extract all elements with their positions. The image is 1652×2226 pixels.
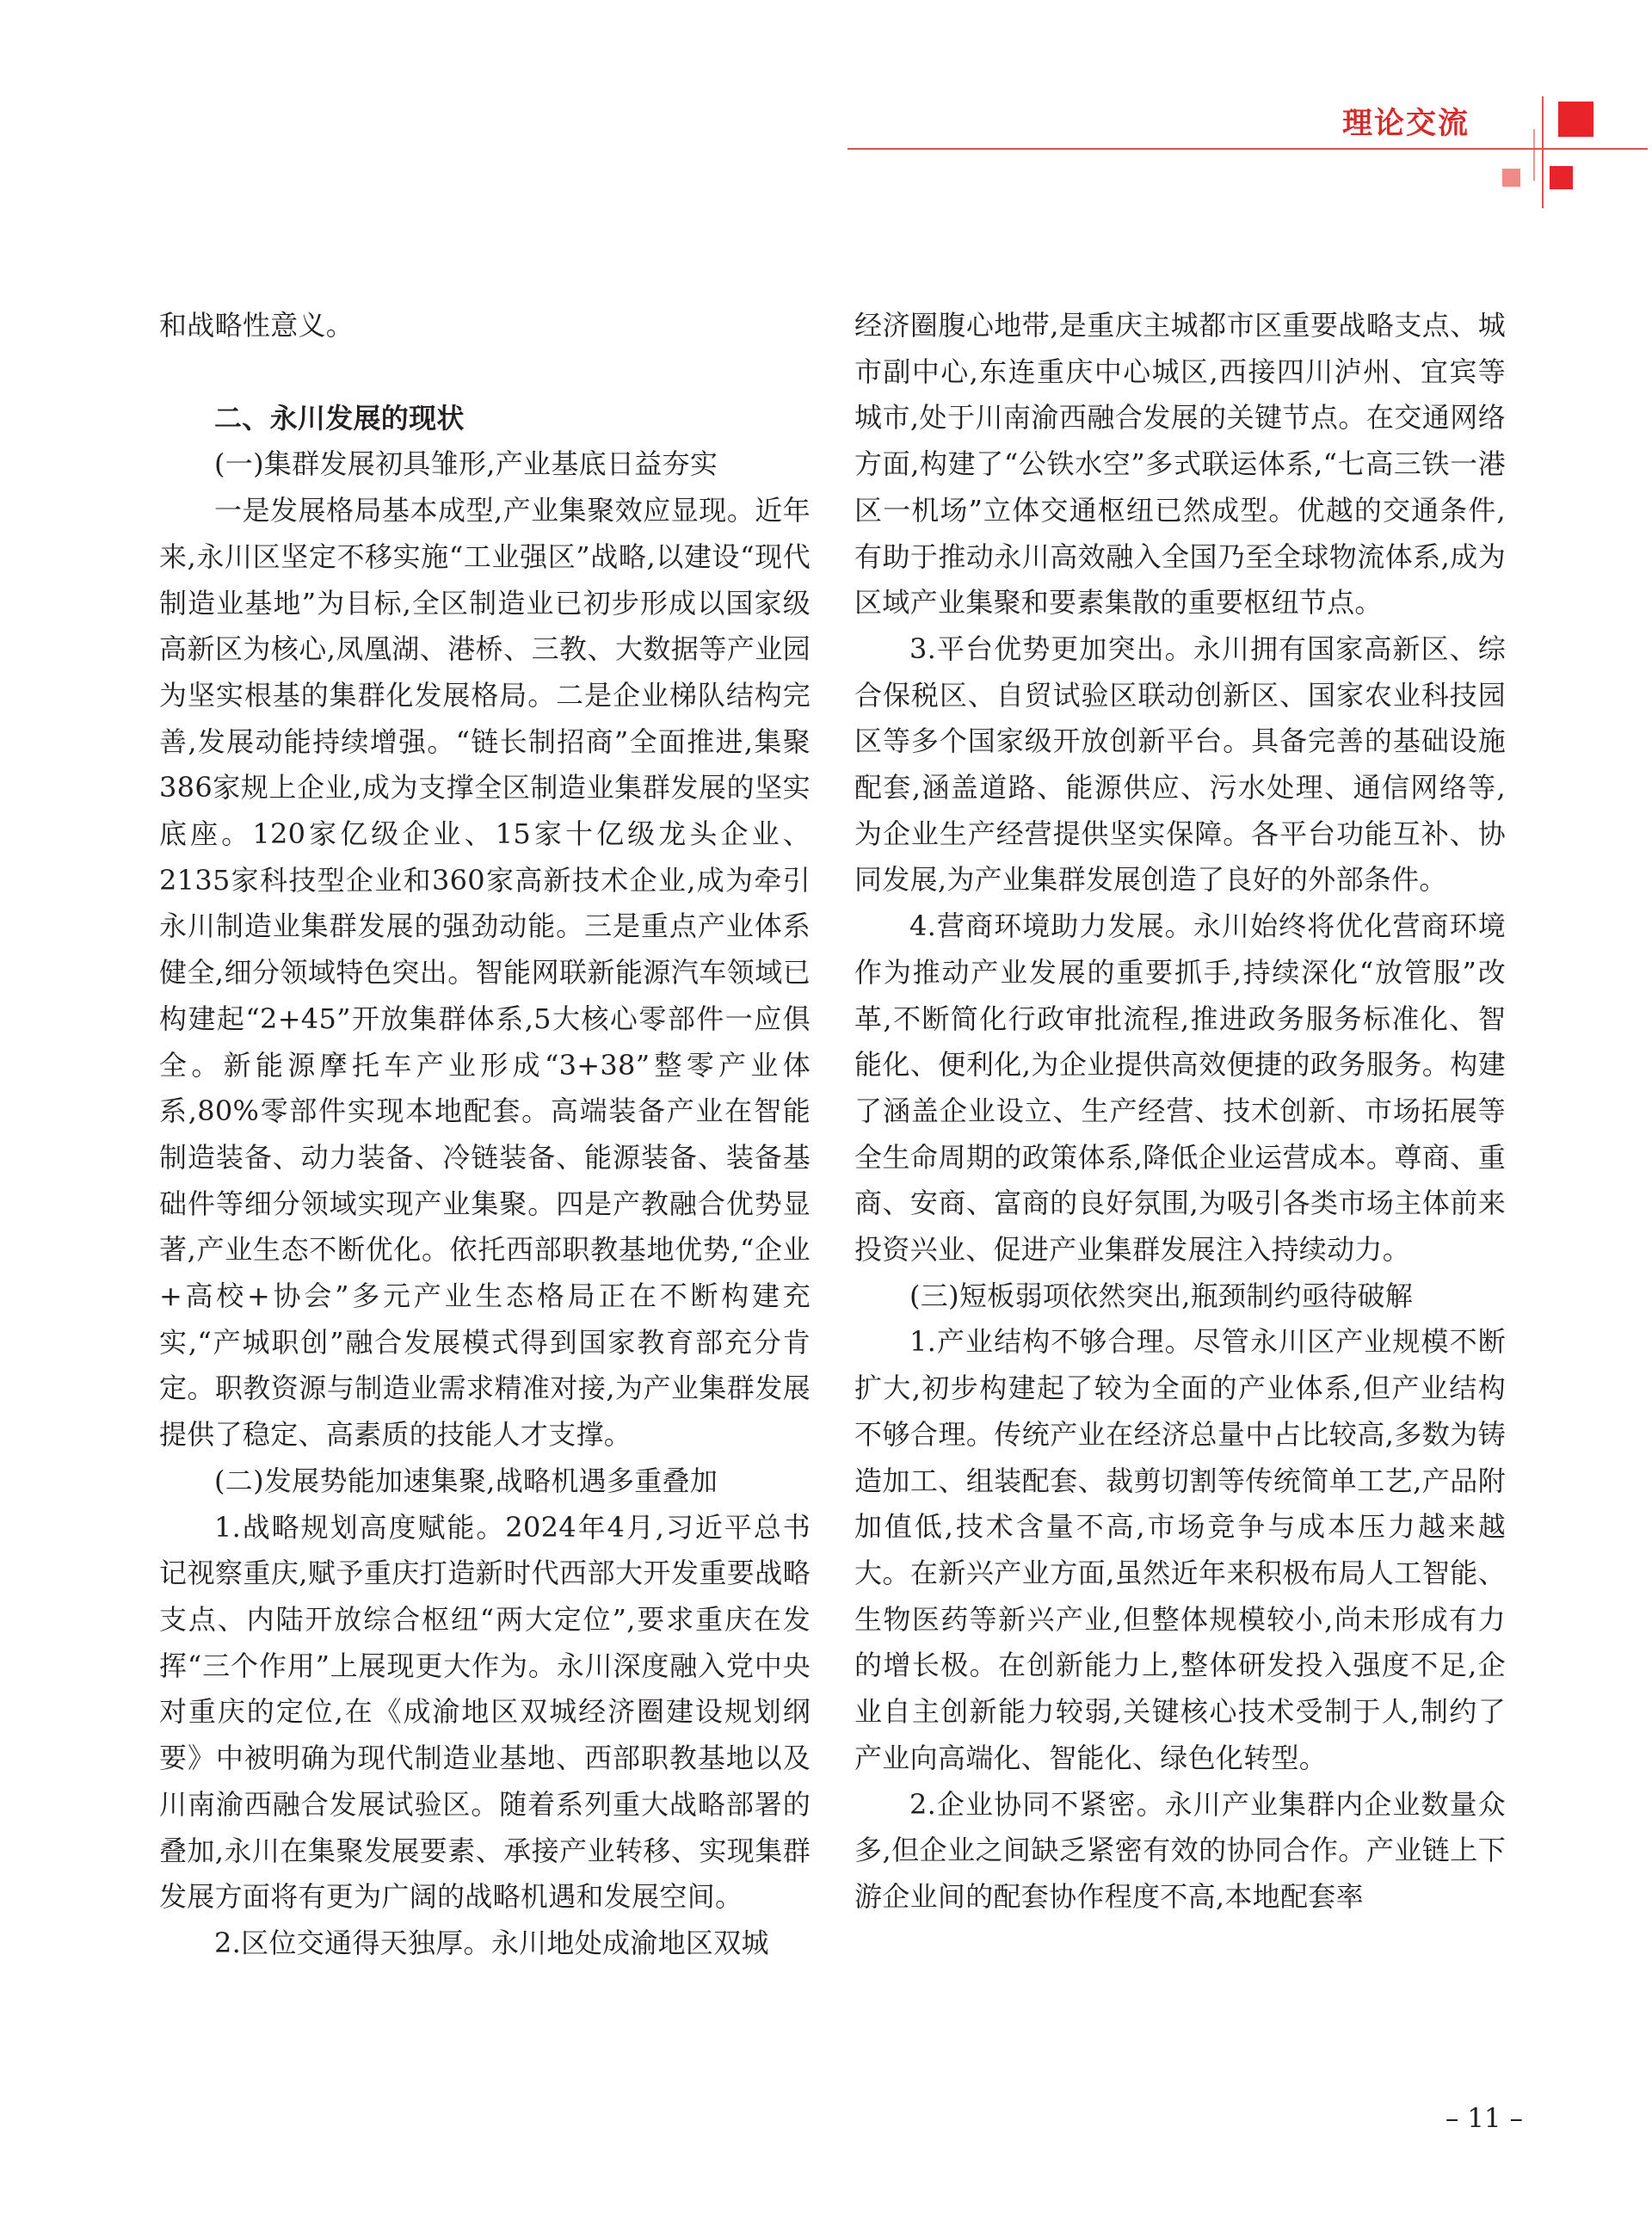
- left-column: [159, 303, 811, 1967]
- paragraph: 1.产业结构不够合理。尽管永川区产业规模不断扩大,初步构建起了较为全面的产业体系,但产业结构不够合理。传统产业在经济总量中占比较高,多数为铸造加工、组装配套、裁剪切割等传统简单工艺,产品附加值低,技术含量不高,市场竞争与成本压力越来越大。在新兴产业方面,虽然近年来积极布局人工智能、生物医药等新兴产业,但整体规模较小,尚未形成有力的增长极。在创新能力上,整体研发投入强度不足,企业自主创新能力较弱,关键核心技术受制于人,制约了产业向高端化、智能化、绿色化转型。: [854, 1325, 1506, 1774]
- paragraph: 2.企业协同不紧密。永川产业集群内企业数量众多,但企业之间缺乏紧密有效的协同合作。产业链上下游企业间的配套协作程度不高,本地配套率: [854, 1787, 1506, 1913]
- accent-square-light: [1502, 169, 1520, 187]
- page-number: – 11 –: [1445, 2103, 1523, 2134]
- header-vertical-rule-2: [1533, 129, 1535, 181]
- section-heading: 二、永川发展的现状: [214, 401, 465, 435]
- header-rule: [848, 148, 1648, 150]
- section-title: 理论交流: [1342, 107, 1470, 141]
- paragraph: 3.平台优势更加突出。永川拥有国家高新区、综合保税区、自贸试验区联动创新区、国家农业科技园区等多个国家级开放创新平台。具备完善的基础设施配套,涵盖道路、能源供应、污水处理、通信网络等,为企业生产经营提供坚实保障。各平台功能互补、协同发展,为产业集群发展创造了良好的外部条件。: [854, 632, 1506, 897]
- paragraph: 4.营商环境助力发展。永川始终将优化营商环境作为推动产业发展的重要抓手,持续深化“放管服”改革,不断简化行政审批流程,推进政务服务标准化、智能化、便利化,为企业提供高效便捷的政务服务。构建了涵盖企业设立、生产经营、技术创新、市场拓展等全生命周期的政策体系,降低企业运营成本。尊商、重商、安商、富商的良好氛围,为吸引各类市场主体前来投资兴业、促进产业集群发展注入持续动力。: [854, 910, 1506, 1267]
- paragraph: 1.战略规划高度赋能。2024年4月,习近平总书记视察重庆,赋予重庆打造新时代西部大开发重要战略支点、内陆开放综合枢纽“两大定位”,要求重庆在发挥“三个作用”上展现更大作为。永川深度融入党中央对重庆的定位,在《成渝地区双城经济圈建设规划纲要》中被明确为现代制造业基地、西部职教基地以及川南渝西融合发展试验区。随着系列重大战略部署的叠加,永川在集聚发展要素、承接产业转移、实现集群发展方面将有更为广阔的战略机遇和发展空间。: [159, 1510, 811, 1914]
- subsection-heading: (二)发展势能加速集聚,战略机遇多重叠加: [214, 1464, 718, 1497]
- paragraph: 经济圈腹心地带,是重庆主城都市区重要战略支点、城市副中心,东连重庆中心城区,西接四川泸州、宜宾等城市,处于川南渝西融合发展的关键节点。在交通网络方面,构建了“公铁水空”多式联运体系,“七高三铁一港区一机场”立体交通枢纽已然成型。优越的交通条件,有助于推动永川高效融入全国乃至全球物流体系,成为区域产业集聚和要素集散的重要枢纽节点。: [854, 309, 1506, 620]
- subsection-heading: (三)短板弱项依然突出,瓶颈制约亟待破解: [909, 1279, 1414, 1312]
- paragraph: 和战略性意义。: [159, 309, 354, 342]
- subsection-heading: (一)集群发展初具雏形,产业基底日益夯实: [214, 447, 718, 481]
- accent-square-large: [1558, 102, 1593, 137]
- paragraph-gap: [159, 349, 811, 396]
- header-vertical-rule: [1542, 96, 1544, 208]
- accent-square-small: [1550, 166, 1573, 189]
- paragraph: 2.区位交通得天独厚。永川地处成渝地区双城: [214, 1926, 769, 1959]
- paragraph: 一是发展格局基本成型,产业集聚效应显现。近年来,永川区坚定不移实施“工业强区”战略,以建设“现代制造业基地”为目标,全区制造业已初步形成以国家级高新区为核心,凤凰湖、港桥、三教、大数据等产业园为坚实根基的集群化发展格局。二是企业梯队结构完善,发展动能持续增强。“链长制招商”全面推进,集聚386家规上企业,成为支撑全区制造业集群发展的坚实底座。120家亿级企业、15家十亿级龙头企业、2135家科技型企业和360家高新技术企业,成为牵引永川制造业集群发展的强劲动能。三是重点产业体系健全,细分领域特色突出。智能网联新能源汽车领域已构建起“2+45”开放集群体系,5大核心零部件一应俱全。新能源摩托车产业形成“3+38”整零产业体系,80%零部件实现本地配套。高端装备产业在智能制造装备、动力装备、冷链装备、能源装备、装备基础件等细分领域实现产业集聚。四是产教融合优势显著,产业生态不断优化。依托西部职教基地优势,“企业+高校+协会”多元产业生态格局正在不断构建充实,“产城职创”融合发展模式得到国家教育部充分肯定。职教资源与制造业需求精准对接,为产业集群发展提供了稳定、高素质的技能人才支撑。: [159, 494, 811, 1452]
- right-column: [854, 303, 1506, 1921]
